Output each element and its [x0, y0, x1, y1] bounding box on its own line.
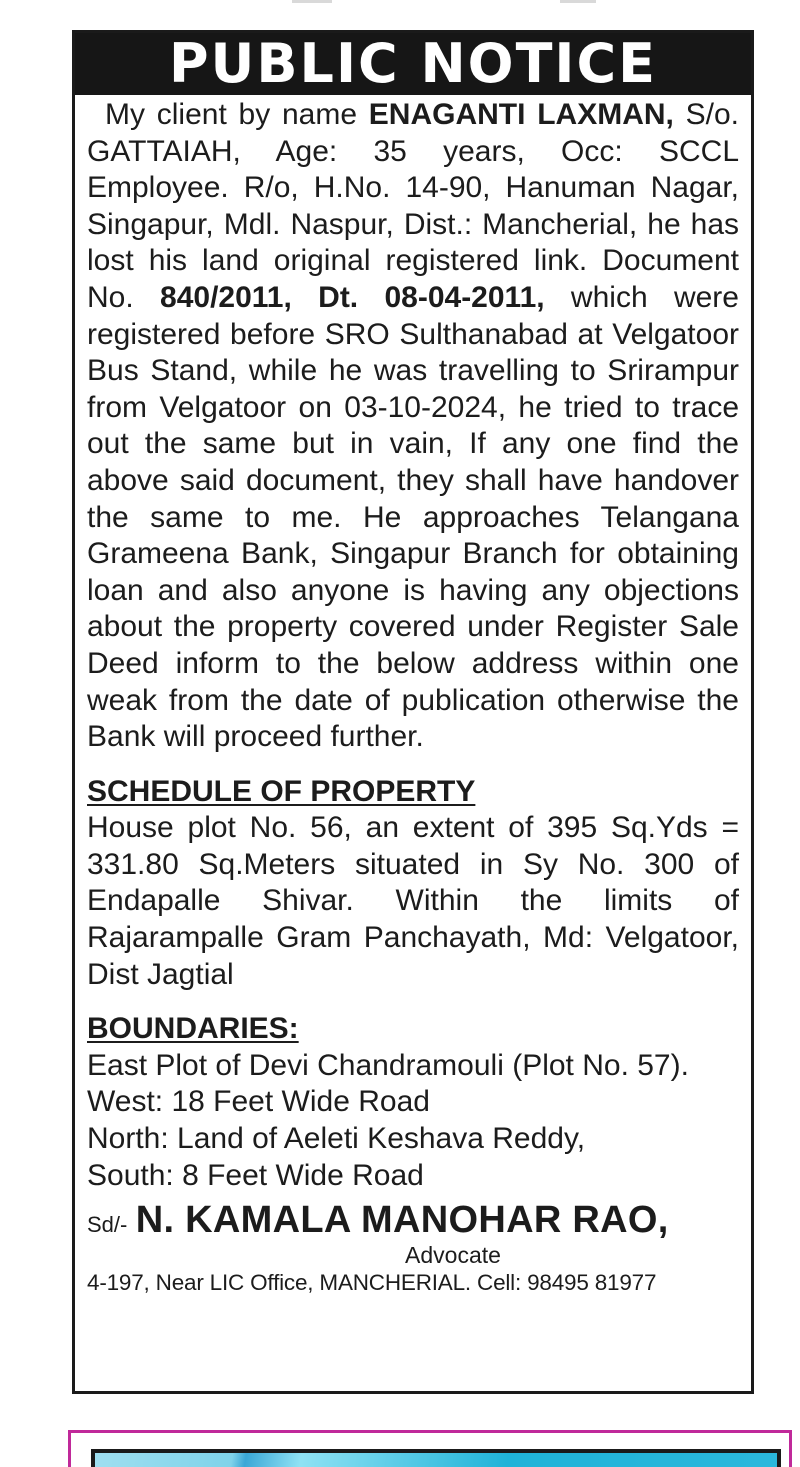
previous-clipping-edge — [0, 0, 800, 12]
public-notice-box — [72, 30, 754, 1394]
intro-text-3: which were registered before SRO Sulthanabad at Velgatoor Bus Stand, while he was travelling to Srirampur from Velgatoor on 03-10-2024, he tried to trace out the same but in vain, If any one find the above said document, they shall have handover the same to me. He approaches Telangana Grameena Bank, Singapur Branch for obtaining loan and also anyone is having any objections about the property covered under Register Sale Deed inform to the below address within one weak from the date of publication otherwise the Bank will proceed further. — [87, 280, 739, 754]
advocate-name: N. KAMALA MANOHAR RAO, — [135, 1199, 669, 1242]
document-reference: 840/2011, Dt. 08-04-2011, — [160, 280, 545, 314]
boundary-east: East Plot of Devi Chandramouli (Plot No. 57). — [87, 1048, 689, 1082]
signature-prefix: Sd/- — [87, 1212, 128, 1238]
intro-text-2: S/o. GATTAIAH, Age: 35 years, Occ: SCCL Employee. R/o, H.No. 14-90, Hanuman Nagar, Singapur, Mdl. Naspur, Dist.: Mancherial, he has lost his land original registered link. Document No. — [87, 98, 740, 314]
notice-content — [75, 95, 751, 1299]
schedule-heading: SCHEDULE OF PROPERTY — [87, 774, 476, 808]
boundary-south: South: 8 Feet Wide Road — [87, 1158, 424, 1192]
next-advertisement-image — [91, 1449, 781, 1467]
advocate-designation: Advocate — [405, 1242, 501, 1269]
schedule-text: House plot No. 56, an extent of 395 Sq.Yds = 331.80 Sq.Meters situated in Sy No. 300 of Endapalle Shivar. Within the limits of Rajarampalle Gram Panchayath, Md: Velgatoor, Dist Jagtial — [87, 811, 739, 991]
boundary-north: North: Land of Aeleti Keshava Reddy, — [87, 1122, 586, 1156]
notice-body — [87, 97, 739, 756]
boundaries-list — [87, 1048, 739, 1194]
boundaries-heading: BOUNDARIES: — [87, 1012, 299, 1046]
notice-title: PUBLIC NOTICE — [75, 33, 751, 95]
boundary-west: West: 18 Feet Wide Road — [87, 1085, 430, 1119]
signature-line — [87, 1198, 739, 1247]
client-name: ENAGANTI LAXMAN, — [368, 98, 674, 131]
advocate-address: 4-197, Near LIC Office, MANCHERIAL. Cell: 98495 81977 — [87, 1270, 657, 1296]
next-advertisement-frame — [68, 1430, 792, 1467]
intro-text-1: My client by name — [105, 98, 369, 131]
